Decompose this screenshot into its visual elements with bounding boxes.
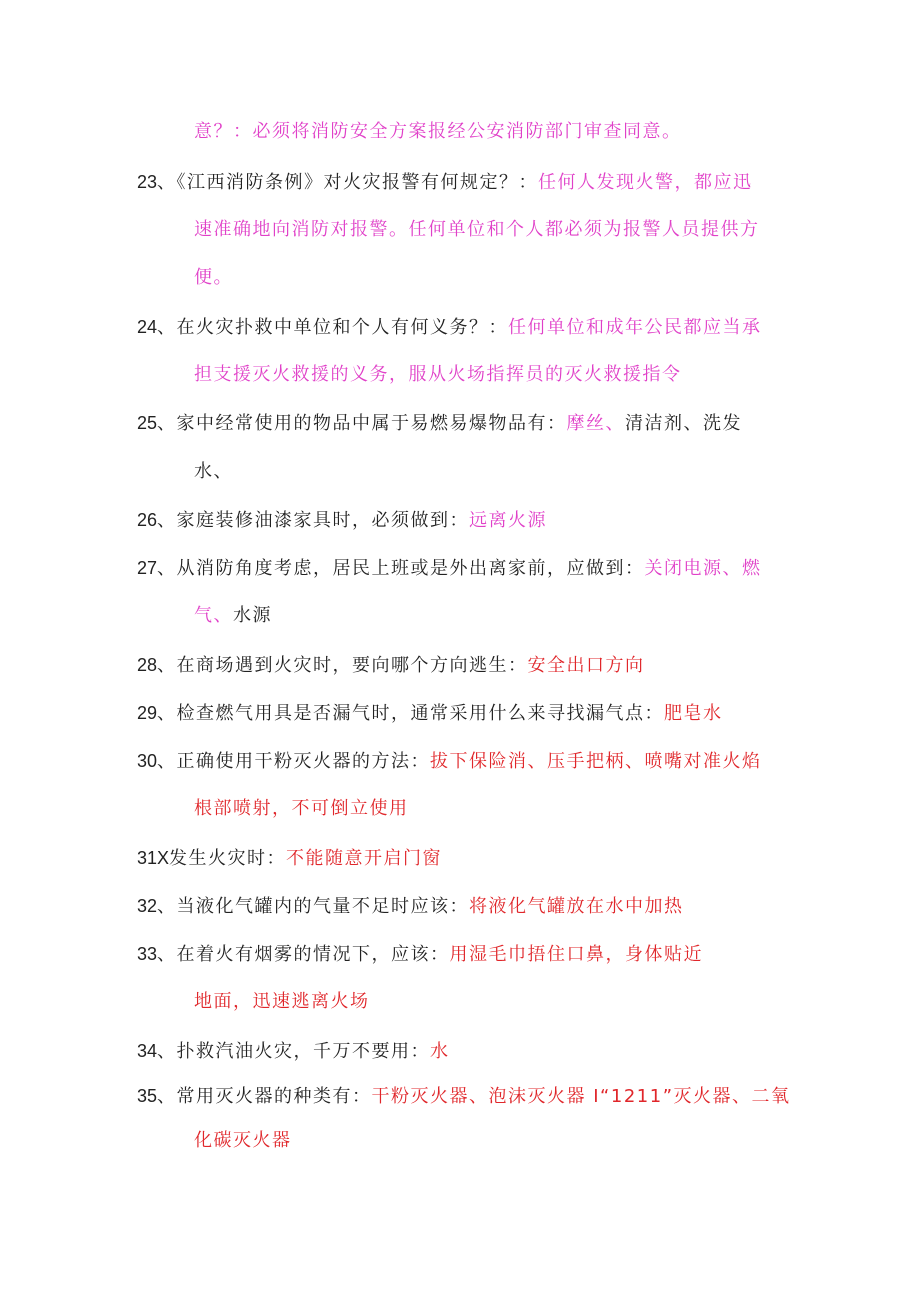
item-23-cont-2 (194, 266, 233, 290)
item-number: 27 (137, 558, 158, 578)
answer-text: 担支援灭火救援的义务，服从火场指挥员的灭火救援指令 (194, 364, 682, 385)
item-25-cont (194, 460, 233, 484)
item-number: 33 (137, 944, 158, 964)
item-30-cont (194, 797, 409, 821)
item-number: 35 (137, 1086, 158, 1106)
item-35-cont (194, 1129, 292, 1153)
answer-text: 关闭电源、燃 (644, 558, 762, 579)
answer-text: 不能随意开启门窗 (286, 848, 443, 869)
item-number: 29 (137, 703, 158, 723)
item-30 (137, 749, 762, 774)
item-35 (137, 1084, 791, 1109)
item-number: 31X (137, 848, 170, 868)
question-text: 、扑救汽油火灾，千万不要用： (157, 1041, 431, 1062)
answer-text: 安全出口方向 (527, 655, 645, 676)
item-27-cont (194, 604, 272, 628)
item-34 (137, 1039, 450, 1064)
answer-text: 地面，迅速逃离火场 (194, 991, 370, 1012)
item-26 (137, 508, 547, 533)
item-25 (137, 411, 742, 436)
answer-text: 肥皂水 (664, 703, 723, 724)
answer-text: 速准确地向消防对报警。任何单位和个人都必须为报警人员提供方 (194, 219, 760, 240)
item-number: 34 (137, 1041, 158, 1061)
question-text: 、当液化气罐内的气量不足时应该： (157, 896, 470, 917)
answer-text: 化碳灭火器 (194, 1130, 292, 1151)
question-text: 、在着火有烟雾的情况下，应该： (157, 944, 450, 965)
item-number: 25 (137, 413, 158, 433)
item-number: 28 (137, 655, 158, 675)
answer-text: 干粉灭火器、泡沫灭火器 I“1211”灭火器、二氧 (371, 1086, 791, 1107)
item-31 (137, 846, 442, 871)
item-33-cont (194, 990, 370, 1014)
item-28 (137, 653, 645, 678)
question-text: 、在商场遇到火灾时，要向哪个方向逃生： (157, 655, 528, 676)
item-24 (137, 315, 762, 340)
answer-text: 意？：必须将消防安全方案报经公安消防部门审查同意。 (194, 121, 682, 142)
answer-text: 气、 (194, 605, 233, 626)
question-text: 、在火灾扑救中单位和个人有何义务？： (157, 317, 509, 338)
item-22-answer-line (194, 120, 682, 144)
plain-text: 清洁剂、洗发 (625, 413, 743, 434)
answer-text: 将液化气罐放在水中加热 (469, 896, 684, 917)
question-text: 、正确使用干粉灭火器的方法： (157, 751, 431, 772)
item-32 (137, 894, 684, 919)
plain-text: 水源 (233, 605, 272, 626)
item-number: 26 (137, 510, 158, 530)
item-23-cont-1 (194, 218, 760, 242)
answer-text: 便。 (194, 267, 233, 288)
answer-text: 远离火源 (469, 510, 548, 531)
answer-text: 用湿毛巾捂住口鼻，身体贴近 (449, 944, 704, 965)
answer-text: 摩丝、 (566, 413, 626, 434)
item-number: 32 (137, 896, 158, 916)
item-23 (137, 170, 753, 195)
question-text: 发生火灾时： (169, 848, 287, 869)
item-24-cont (194, 363, 682, 387)
question-text: 、检查燃气用具是否漏气时，通常采用什么来寻找漏气点： (157, 703, 665, 724)
question-text: 、从消防角度考虑，居民上班或是外出离家前，应做到： (157, 558, 645, 579)
item-33 (137, 942, 703, 967)
question-text: 、常用灭火器的种类有： (157, 1086, 372, 1107)
item-number: 30 (137, 751, 158, 771)
item-number: 23 (137, 172, 158, 192)
question-text: 、家中经常使用的物品中属于易燃易爆物品有： (157, 413, 567, 434)
answer-text: 任何单位和成年公民都应当承 (508, 317, 762, 338)
item-number: 24 (137, 317, 158, 337)
answer-text: 拔下保险消、压手把柄、喷嘴对准火焰 (430, 751, 762, 772)
answer-text: 任何人发现火警，都应迅 (538, 172, 753, 193)
plain-text: 水、 (194, 461, 233, 482)
item-29 (137, 701, 723, 726)
item-27 (137, 556, 762, 581)
question-text: 、家庭装修油漆家具时，必须做到： (157, 510, 470, 531)
answer-text: 水 (430, 1041, 450, 1062)
question-text: 、《江西消防条例》对火灾报警有何规定？： (157, 172, 539, 193)
answer-text: 根部喷射，不可倒立使用 (194, 798, 409, 819)
